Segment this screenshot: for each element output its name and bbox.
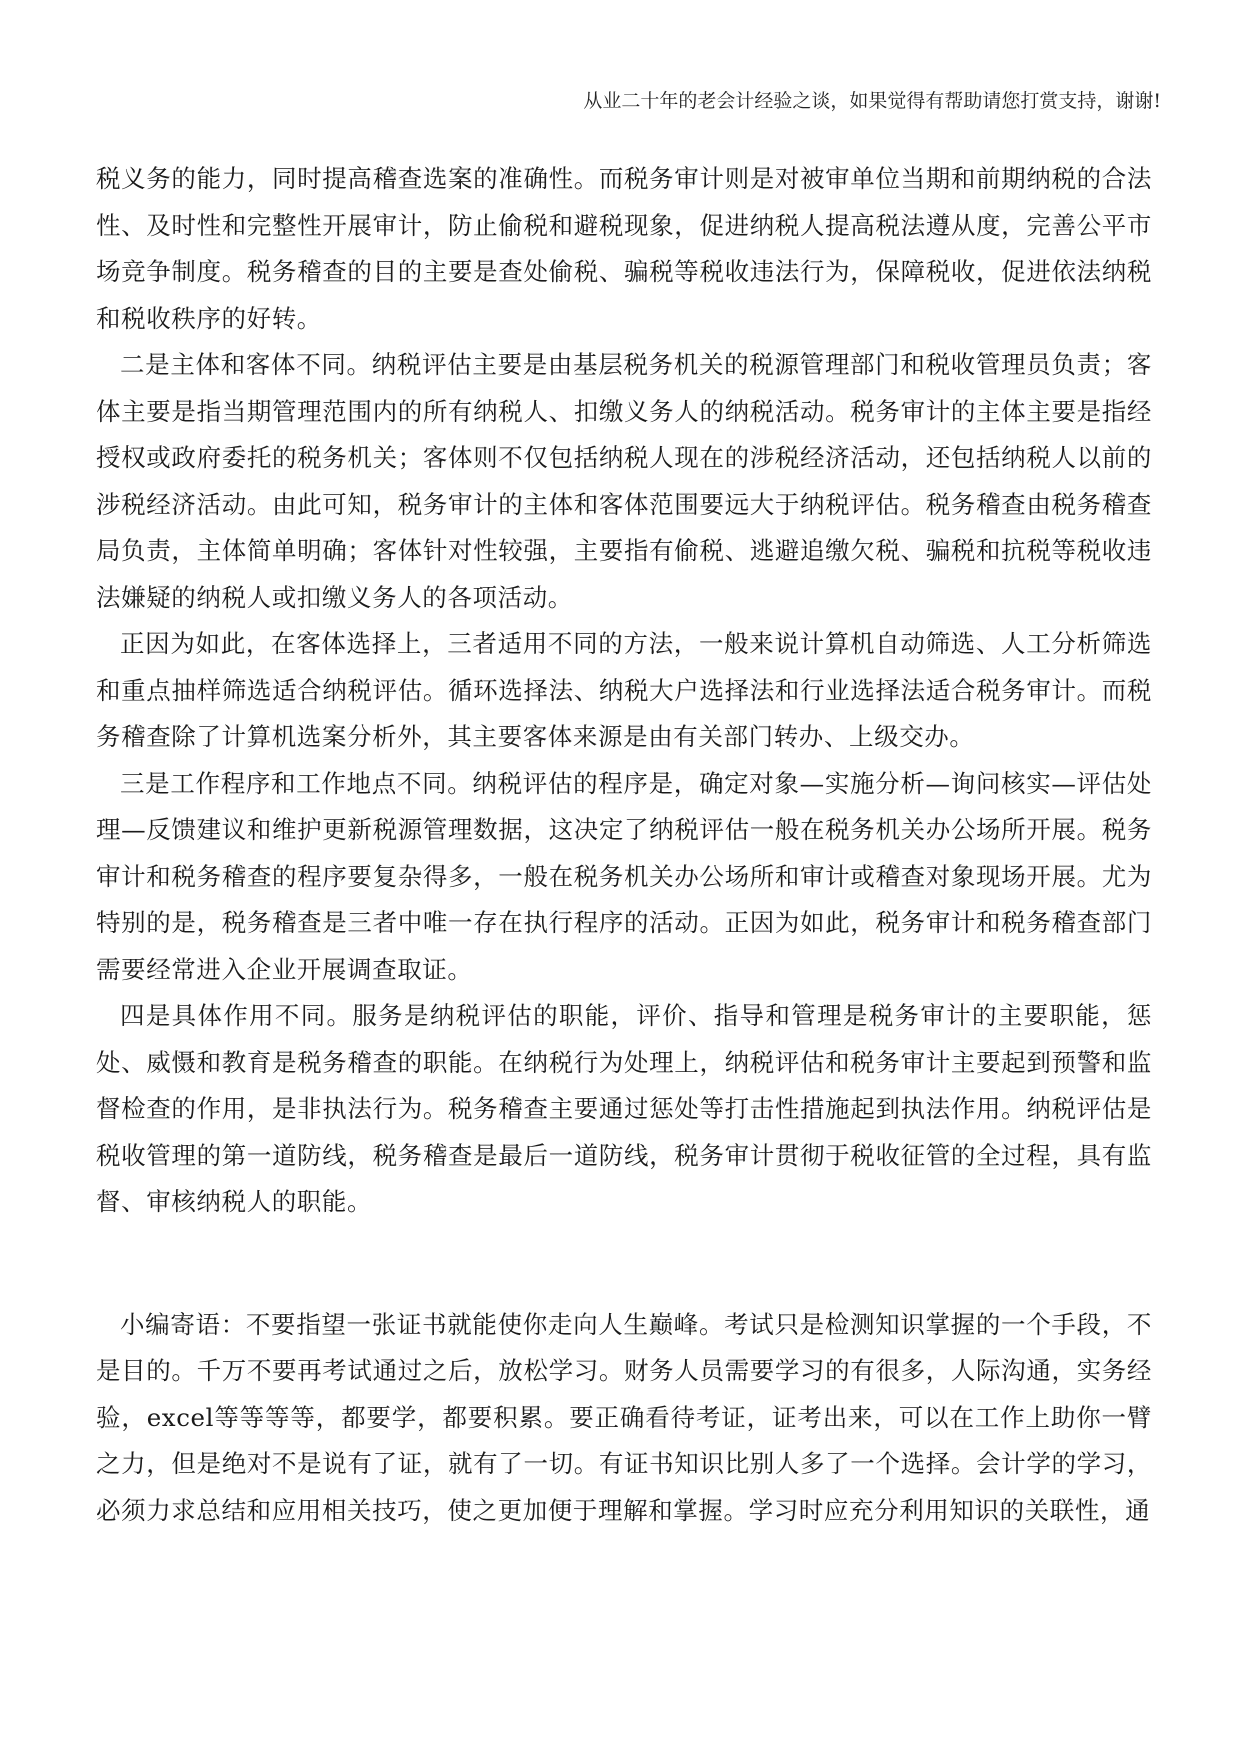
paragraph-continuation: 税义务的能力，同时提高稽查选案的准确性。而税务审计则是对被审单位当期和前期纳税的合法性、及时性和完整性开展审计，防止偷税和避税现象，促进纳税人提高税法遵从度，完善公平市场竞争制度。税务稽查的目的主要是查处偷税、骗税等税收违法行为，保障税收，促进依法纳税和税收秩序的好转。 bbox=[96, 164, 1152, 333]
header-note: 从业二十年的老会计经验之谈，如果觉得有帮助请您打赏支持，谢谢! bbox=[583, 90, 1161, 112]
paragraph-specific-function: 四是具体作用不同。服务是纳税评估的职能，评价、指导和管理是税务审计的主要职能，惩处、威慑和教育是税务稽查的职能。在纳税行为处理上，纳税评估和税务审计主要起到预警和监督检查的作用，是非执法行为。税务稽查主要通过惩处等打击性措施起到执法作用。纳税评估是税收管理的第一道防线，税务稽查是最后一道防线，税务审计贯彻于税收征管的全过程，具有监督、审核纳税人的职能。 bbox=[96, 1001, 1152, 1216]
paragraph-selection-methods: 正因为如此，在客体选择上，三者适用不同的方法，一般来说计算机自动筛选、人工分析筛选和重点抽样筛选适合纳税评估。循环选择法、纳税大户选择法和行业选择法适合税务审计。而税务稽查除了计算机选案分析外，其主要客体来源是由有关部门转办、上级交办。 bbox=[96, 629, 1152, 751]
paragraph-subject-object: 二是主体和客体不同。纳税评估主要是由基层税务机关的税源管理部门和税收管理员负责；客体主要是指当期管理范围内的所有纳税人、扣缴义务人的纳税活动。税务审计的主体主要是指经授权或政府委托的税务机关；客体则不仅包括纳税人现在的涉税经济活动，还包括纳税人以前的涉税经济活动。由此可知，税务审计的主体和客体范围要远大于纳税评估。税务稽查由税务稽查局负责，主体简单明确；客体针对性较强，主要指有偷税、逃避追缴欠税、骗税和抗税等税收违法嫌疑的纳税人或扣缴义务人的各项活动。 bbox=[96, 350, 1152, 612]
paragraph-procedure-location: 三是工作程序和工作地点不同。纳税评估的程序是，确定对象—实施分析—询问核实—评估处理—反馈建议和维护更新税源管理数据，这决定了纳税评估一般在税务机关办公场所开展。税务审计和税务稽查的程序要复杂得多，一般在税务机关办公场所和审计或稽查对象现场开展。尤为特别的是，税务稽查是三者中唯一存在执行程序的活动。正因为如此，税务审计和税务稽查部门需要经常进入企业开展调查取证。 bbox=[96, 768, 1152, 984]
section-spacer bbox=[96, 1226, 1152, 1302]
paragraph-editor-note: 小编寄语：不要指望一张证书就能使你走向人生巅峰。考试只是检测知识掌握的一个手段，不是目的。千万不要再考试通过之后，放松学习。财务人员需要学习的有很多，人际沟通，实务经验，excel等等等等，都要学，都要积累。要正确看待考证，证考出来，可以在工作上助你一臂之力，但是绝对不是说有了证，就有了一切。有证书知识比别人多了一个选择。会计学的学习，必须力求总结和应用相关技巧，使之更加便于理解和掌握。学习时应充分利用知识的关联性，通 bbox=[96, 1309, 1152, 1525]
document-body bbox=[96, 156, 1152, 1534]
